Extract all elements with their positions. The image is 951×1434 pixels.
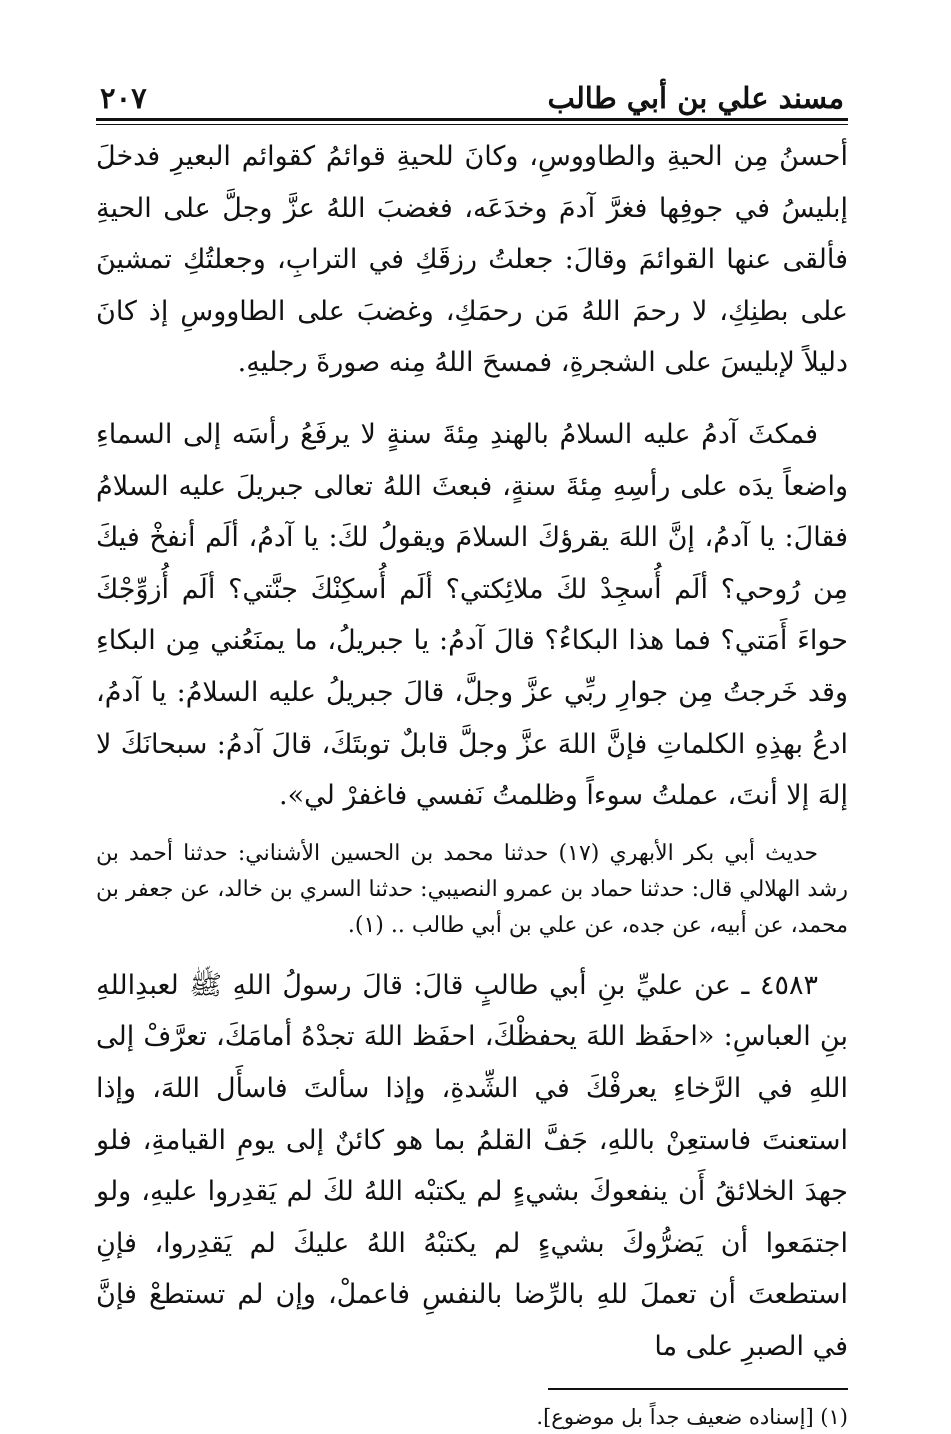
page-number: ٢٠٧ xyxy=(100,81,147,115)
book-page xyxy=(96,78,848,1434)
footnote-separator-wrap xyxy=(96,1372,848,1390)
running-header xyxy=(96,78,848,121)
page-body xyxy=(96,131,848,1434)
hadith-4583: ٤٥٨٣ ـ عن عليِّ بنِ أبي طالبٍ قالَ: قالَ رسولُ اللهِ ﷺ لعبدِاللهِ بنِ العباسِ: «احفَظ اللهَ يحفظْكَ، احفَظ اللهَ تجدْهُ أمامَكَ، تعرَّفْ إلى اللهِ في الرَّخاءِ يعرفْكَ في الشِّدةِ، وإذا سألتَ فاسأَل اللهَ، وإذا استعنتَ فاستعِنْ باللهِ، جَفَّ القلمُ بما هو كائنٌ إلى يومِ القيامةِ، فلو جهدَ الخلائقُ أَن ينفعوكَ بشيءٍ لم يكتبْه اللهُ لكَ لم يَقدِروا عليهِ، ولو اجتمَعوا أن يَضرُّوكَ بشيءٍ لم يكتبْهُ اللهُ عليكَ لم يَقدِروا، فإنِ استطعتَ أن تعملَ للهِ بالرِّضا بالنفسِ فاعملْ، وإن لم تستطعْ فإنَّ في الصبرِ على ما xyxy=(96,969,848,1362)
footnote-separator xyxy=(548,1388,848,1390)
footnote: (١) [إسناده ضعيف جداً بل موضوع]. xyxy=(536,1405,848,1430)
hadith-chain-note: حديث أبي بكر الأبهري (١٧) حدثنا محمد بن الحسين الأشناني: حدثنا أحمد بن رشد الهلالي قال: حدثنا حماد بن عمرو النصيبي: حدثنا السري بن خالد، عن جعفر بن محمد، عن أبيه، عن جده، عن علي بن أبي طالب .. (١). xyxy=(96,840,848,938)
paragraph-1: أحسنُ مِن الحيةِ والطاووسِ، وكانَ للحيةِ قوائمُ كقوائم البعيرِ فدخلَ إبليسُ في جوفِها فغرَّ آدمَ وخدَعَه، فغضبَ اللهُ عزَّ وجلَّ على الحيةِ فألقى عنها القوائمَ وقالَ: جعلتُ رزقَكِ في الترابِ، وجعلتُكِ تمشينَ على بطنِكِ، لا رحمَ اللهُ مَن رحمَكِ، وغضبَ على الطاووسِ إذ كانَ دليلاً لإبليسَ على الشجرةِ، فمسحَ اللهُ مِنه صورةَ رجليهِ. xyxy=(96,141,848,379)
book-title: مسند علي بن أبي طالب xyxy=(547,81,844,115)
paragraph-2: فمكثَ آدمُ عليه السلامُ بالهندِ مِئةَ سنةٍ لا يرفَعُ رأسَه إلى السماءِ واضعاً يدَه على رأسِهِ مِئةَ سنةٍ، فبعثَ اللهُ تعالى جبريلَ عليه السلامُ فقالَ: يا آدمُ، إنَّ اللهَ يقرؤكَ السلامَ ويقولُ لكَ: يا آدمُ، ألَم أنفخْ فيكَ مِن رُوحي؟ ألَم أُسجِدْ لكَ ملائِكتي؟ ألَم أُسكِنْكَ جنَّتي؟ ألَم أُزوِّجْكَ حواءَ أَمَتي؟ فما هذا البكاءُ؟ قالَ آدمُ: يا جبريلُ، ما يمنَعُني مِن البكاءِ وقد خَرجتُ مِن جوارِ ربِّي عزَّ وجلَّ، قالَ جبريلُ عليه السلامُ: يا آدمُ، ادعُ بهذِهِ الكلماتِ فإنَّ اللهَ عزَّ وجلَّ قابلٌ توبتَكَ، قالَ آدمُ: سبحانَكَ لا إلهَ إلا أنتَ، عملتُ سوءاً وظلمتُ نَفسي فاغفرْ لي». xyxy=(96,418,848,812)
